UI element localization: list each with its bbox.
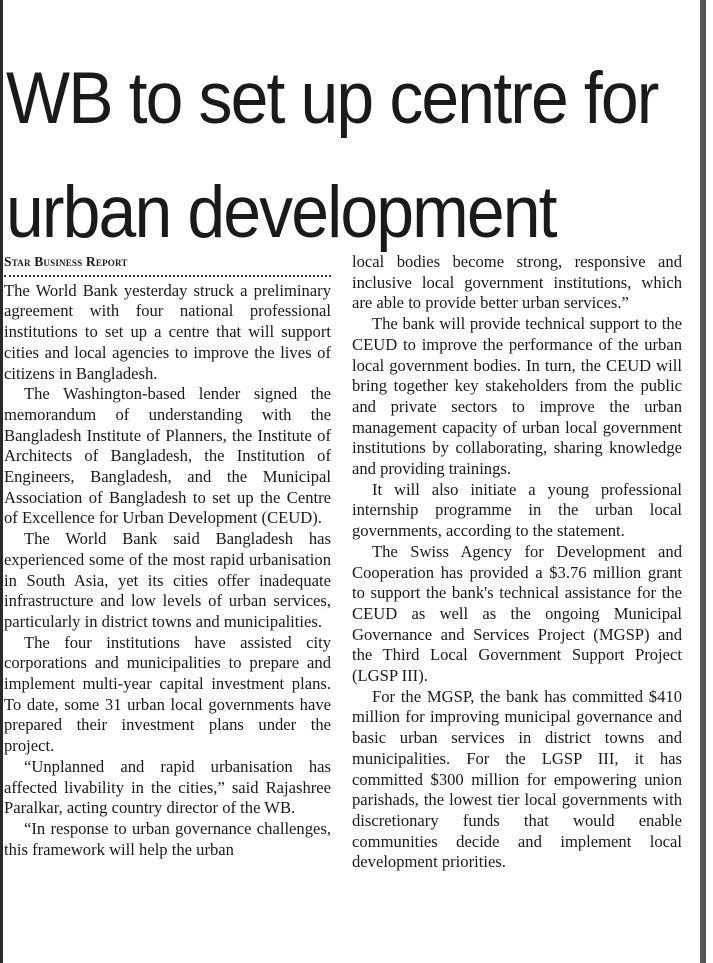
headline-line-2: urban development	[6, 172, 556, 253]
headline-line-1: WB to set up centre for	[6, 58, 658, 139]
page-left-edge	[0, 0, 3, 963]
page-right-edge	[700, 0, 706, 963]
paragraph-6-continued: local bodies become strong, responsive and inclusive local government institutions, which are able to provide better urban services.”	[352, 252, 682, 313]
byline-divider	[4, 275, 331, 277]
paragraph-6-start: “In response to urban governance challenges, this framework will help the urban	[4, 818, 331, 859]
paragraph-3: The World Bank said Bangladesh has experienced some of the most rapid urbanisation in South Asia, yet its cities offer inadequate infrastructure and low levels of urban services, particularly in district towns and municipalities.	[4, 529, 331, 631]
article-column-right	[352, 252, 682, 873]
byline: Star Business Report	[4, 254, 128, 269]
paragraph-1: The World Bank yesterday struck a preliminary agreement with four national professional institutions to set up a centre that will support cities and local agencies to improve the lives of citizens in Bangladesh.	[4, 280, 331, 383]
paragraph-2: The Washington-based lender signed the memorandum of understanding with the Bangladesh Institute of Planners, the Institute of Architects of Bangladesh, the Institution of Engineers, Bangladesh, and the Municipal Association of Bangladesh to set up the Centre of Excellence for Urban Development (CEUD).	[4, 384, 331, 528]
paragraph-10: For the MGSP, the bank has committed $410 million for improving municipal governance and basic urban services in district towns and municipalities. For the LGSP III, it has committed $300 million for empowering union parishads, the lowest tier local governments with discretionary funds that would enable communities decide and implement local development priorities.	[352, 686, 682, 872]
paragraph-5: “Unplanned and rapid urbanisation has affected livability in the cities,” said Rajashree Paralkar, acting country director of the WB.	[4, 756, 331, 818]
paragraph-9: The Swiss Agency for Development and Cooperation has provided a $3.76 million grant to support the bank's technical assistance for the CEUD as well as the ongoing Municipal Governance and Services Project (MGSP) and the Third Local Government Support Project (LGSP III).	[352, 541, 682, 686]
headline	[6, 42, 658, 270]
paragraph-7: The bank will provide technical support to the CEUD to improve the performance of the urban local government bodies. In turn, the CEUD will bring together key stakeholders from the public and private sectors to improve the urban management capacity of urban local government institutions by collaborating, sharing knowledge and providing trainings.	[352, 314, 682, 479]
paragraph-4: The four institutions have assisted city corporations and municipalities to prepare and implement multi-year capital investment plans. To date, some 31 urban local governments have prepared their investment plans under the project.	[4, 632, 331, 756]
paragraph-8: It will also initiate a young professional internship programme in the urban local governments, according to the statement.	[352, 479, 682, 541]
article-column-left	[4, 252, 331, 860]
